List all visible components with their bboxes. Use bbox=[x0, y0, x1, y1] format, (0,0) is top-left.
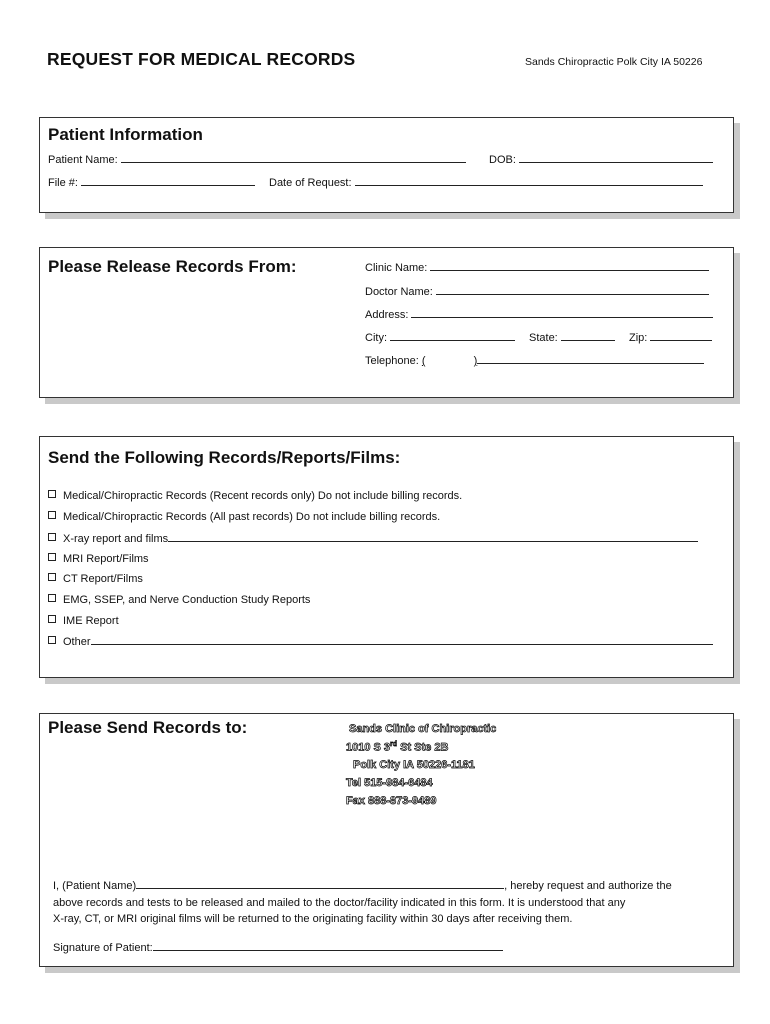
checkbox-emg[interactable] bbox=[48, 594, 56, 602]
checkbox-mri[interactable] bbox=[48, 553, 56, 561]
form-title: REQUEST FOR MEDICAL RECORDS bbox=[47, 49, 356, 69]
item-label: CT Report/Films bbox=[63, 573, 143, 585]
release-from-section bbox=[39, 247, 734, 398]
item-label: Medical/Chiropractic Records (All past records) Do not include billing records. bbox=[63, 511, 441, 523]
record-item-ct bbox=[48, 573, 143, 585]
telephone-row bbox=[365, 354, 704, 367]
record-item-xray bbox=[48, 532, 698, 545]
zip-label: Zip: bbox=[629, 332, 648, 344]
checkbox-recent[interactable] bbox=[48, 490, 56, 498]
telephone-label: Telephone: bbox=[365, 355, 419, 367]
auth-prefix: I, (Patient Name) bbox=[53, 880, 137, 892]
destination-street bbox=[346, 741, 448, 754]
doctor-label: Doctor Name: bbox=[365, 286, 433, 298]
checkbox-all-past[interactable] bbox=[48, 511, 56, 519]
checkbox-xray[interactable] bbox=[48, 533, 56, 541]
state-label: State: bbox=[529, 332, 558, 344]
auth-line-1 bbox=[53, 878, 728, 895]
item-label: X-ray report and films bbox=[63, 533, 169, 545]
signature-row bbox=[53, 941, 503, 954]
date-request-row bbox=[269, 176, 703, 189]
destination-city: Polk City IA 50226-1181 bbox=[353, 759, 475, 771]
telephone-field[interactable] bbox=[477, 354, 704, 364]
item-label: EMG, SSEP, and Nerve Conduction Study Reports bbox=[63, 594, 311, 606]
paren-close: ) bbox=[473, 355, 478, 367]
dob-row bbox=[489, 153, 713, 166]
section-title: Send the Following Records/Reports/Films: bbox=[48, 448, 401, 467]
doctor-field[interactable] bbox=[436, 285, 709, 295]
other-field[interactable] bbox=[91, 635, 713, 645]
signature-label: Signature of Patient: bbox=[53, 942, 153, 954]
city-label: City: bbox=[365, 332, 387, 344]
clinic-label: Clinic Name: bbox=[365, 262, 428, 274]
item-label: MRI Report/Films bbox=[63, 553, 149, 565]
item-label: Other bbox=[63, 636, 91, 648]
zip-row bbox=[629, 331, 712, 344]
paren-open: ( bbox=[421, 355, 426, 367]
dob-label: DOB: bbox=[489, 154, 516, 166]
state-field[interactable] bbox=[561, 331, 615, 341]
record-item-ime bbox=[48, 615, 119, 627]
auth-suffix: , hereby request and authorize the bbox=[504, 880, 672, 892]
record-item-recent bbox=[48, 490, 462, 502]
signature-field[interactable] bbox=[153, 941, 503, 951]
address-label: Address: bbox=[365, 309, 409, 321]
patient-info-section bbox=[39, 117, 734, 213]
doctor-row bbox=[365, 285, 709, 298]
checkbox-ct[interactable] bbox=[48, 573, 56, 581]
section-title: Patient Information bbox=[48, 125, 203, 144]
street-number: 1010 S 3 bbox=[346, 741, 391, 754]
dob-field[interactable] bbox=[519, 153, 713, 163]
clinic-field[interactable] bbox=[430, 261, 709, 271]
state-row bbox=[529, 331, 615, 344]
authorization-text bbox=[53, 878, 728, 928]
destination-fax: Fax 888-873-9489 bbox=[346, 795, 437, 807]
date-request-label: Date of Request: bbox=[269, 177, 352, 189]
patient-name-row bbox=[48, 153, 466, 166]
section-title: Please Send Records to: bbox=[48, 718, 248, 737]
practice-name: Sands Chiropractic Polk City IA 50226 bbox=[525, 56, 703, 68]
record-item-all-past bbox=[48, 511, 440, 523]
city-field[interactable] bbox=[390, 331, 515, 341]
patient-name-field[interactable] bbox=[121, 153, 466, 163]
date-request-field[interactable] bbox=[355, 176, 703, 186]
area-code-field[interactable] bbox=[422, 355, 477, 367]
item-label: Medical/Chiropractic Records (Recent records only) Do not include billing records. bbox=[63, 490, 463, 502]
address-row bbox=[365, 308, 713, 321]
street-suffix: rd bbox=[390, 741, 398, 748]
file-field[interactable] bbox=[81, 176, 255, 186]
destination-tel: Tel 515-984-6484 bbox=[346, 777, 433, 789]
item-label: IME Report bbox=[63, 615, 119, 627]
records-section bbox=[39, 436, 734, 678]
file-label: File #: bbox=[48, 177, 78, 189]
street-rest: St Ste 2B bbox=[397, 741, 449, 754]
clinic-row bbox=[365, 261, 709, 274]
checkbox-other[interactable] bbox=[48, 636, 56, 644]
section-title: Please Release Records From: bbox=[48, 257, 297, 276]
auth-line-3: X-ray, CT, or MRI original films will be returned to the originating facility within 30 days after receiving them. bbox=[53, 913, 573, 925]
record-item-other bbox=[48, 635, 713, 648]
address-field[interactable] bbox=[411, 308, 713, 318]
auth-line-2: above records and tests to be released and mailed to the doctor/facility indicated in this form. It is understood that any bbox=[53, 896, 626, 909]
destination-clinic: Sands Clinic of Chiropractic bbox=[349, 723, 497, 735]
patient-name-auth-field[interactable] bbox=[136, 879, 504, 889]
patient-name-label: Patient Name: bbox=[48, 154, 118, 166]
checkbox-ime[interactable] bbox=[48, 615, 56, 623]
record-item-emg bbox=[48, 594, 310, 606]
record-item-mri bbox=[48, 553, 149, 565]
xray-field[interactable] bbox=[168, 532, 698, 542]
send-to-section bbox=[39, 713, 734, 967]
file-row bbox=[48, 176, 255, 189]
city-row bbox=[365, 331, 515, 344]
zip-field[interactable] bbox=[650, 331, 712, 341]
